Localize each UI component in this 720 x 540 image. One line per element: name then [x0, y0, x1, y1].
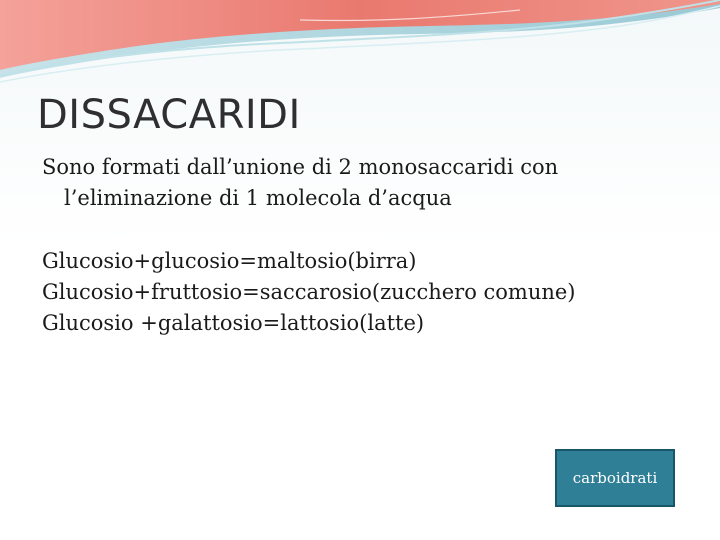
slide-title: DISSACARIDI [37, 92, 301, 138]
header-wave-decoration [0, 0, 720, 90]
carboidrati-button-label: carboidrati [572, 469, 658, 487]
intro-paragraph: Sono formati dall’unione di 2 monosaccaridi con l’eliminazione di 1 molecola d’acqua [42, 155, 559, 210]
carboidrati-link-button[interactable] [555, 449, 675, 507]
reaction-line-lattosio: Glucosio +galattosio=lattosio(latte) [42, 311, 425, 335]
slide-body [42, 152, 682, 339]
reaction-line-saccarosio: Glucosio+fruttosio=saccarosio(zucchero comune) [42, 280, 576, 304]
reaction-line-maltosio: Glucosio+glucosio=maltosio(birra) [42, 249, 417, 273]
